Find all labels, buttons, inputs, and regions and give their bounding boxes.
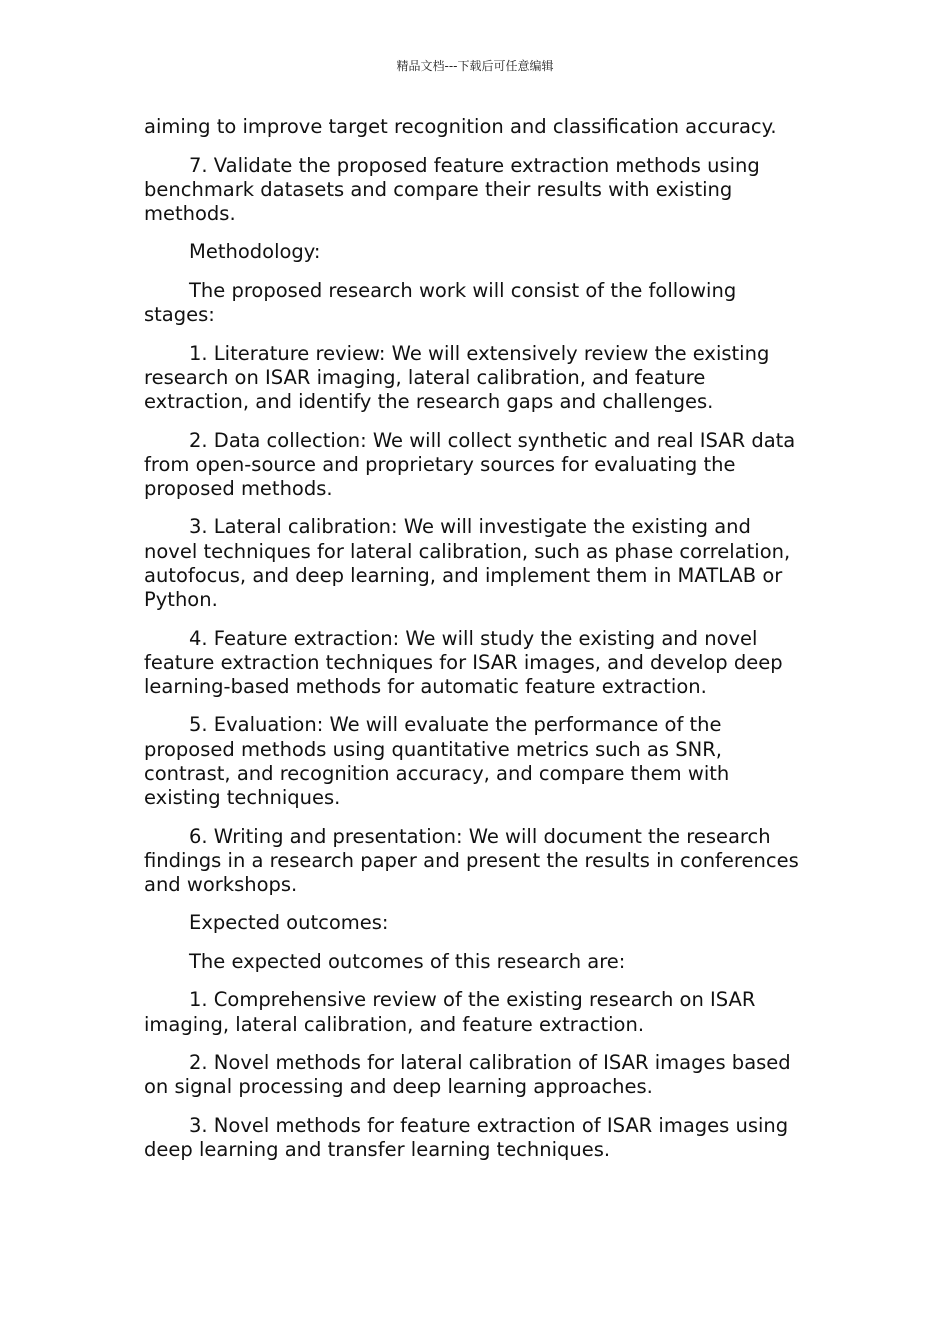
paragraph-stage-5: 5. Evaluation: We will evaluate the performance of the proposed methods using quantitative metrics such as SNR, contrast, and recognition accuracy, and compare them with existing techniques. xyxy=(144,713,730,810)
paragraph-stage-6: 6. Writing and presentation: We will document the research findings in a research paper and present the results in conferences and workshops. xyxy=(144,824,799,896)
paragraph-outcomes-intro: The expected outcomes of this research are: xyxy=(189,949,626,973)
paragraph-methodology-intro: The proposed research work will consist of the following stages: xyxy=(144,278,737,327)
paragraph-stage-4: 4. Feature extraction: We will study the existing and novel feature extraction techniques for ISAR images, and develop deep learning-based methods for automatic feature extraction. xyxy=(144,626,783,698)
heading-methodology: Methodology: xyxy=(189,240,321,264)
paragraph-stage-3: 3. Lateral calibration: We will investigate the existing and novel techniques for lateral calibration, such as phase correlation, autofocus, and deep learning, and implement them in MATLAB or Python. xyxy=(144,515,791,612)
paragraph-outcome-2: 2. Novel methods for lateral calibration of ISAR images based on signal processing and deep learning approaches. xyxy=(144,1051,791,1099)
page-header: 精品文档---下载后可任意编辑 xyxy=(396,59,554,73)
paragraph-stage-2: 2. Data collection: We will collect synthetic and real ISAR data from open-source and proprietary sources for evaluating the proposed methods. xyxy=(144,428,796,500)
paragraph-continuation: aiming to improve target recognition and classification accuracy. xyxy=(144,115,777,138)
heading-expected-outcomes: Expected outcomes: xyxy=(189,911,389,935)
document-body xyxy=(144,115,808,1177)
paragraph-outcome-1: 1. Comprehensive review of the existing research on ISAR imaging, lateral calibration, and feature extraction. xyxy=(144,988,756,1036)
paragraph-outcome-3: 3. Novel methods for feature extraction of ISAR images using deep learning and transfer learning techniques. xyxy=(144,1113,789,1162)
paragraph-objective-7: 7. Validate the proposed feature extraction methods using benchmark datasets and compare their results with existing methods. xyxy=(144,153,760,225)
paragraph-stage-1: 1. Literature review: We will extensively review the existing research on ISAR imaging, lateral calibration, and feature extraction, and identify the research gaps and challenges. xyxy=(144,341,770,414)
